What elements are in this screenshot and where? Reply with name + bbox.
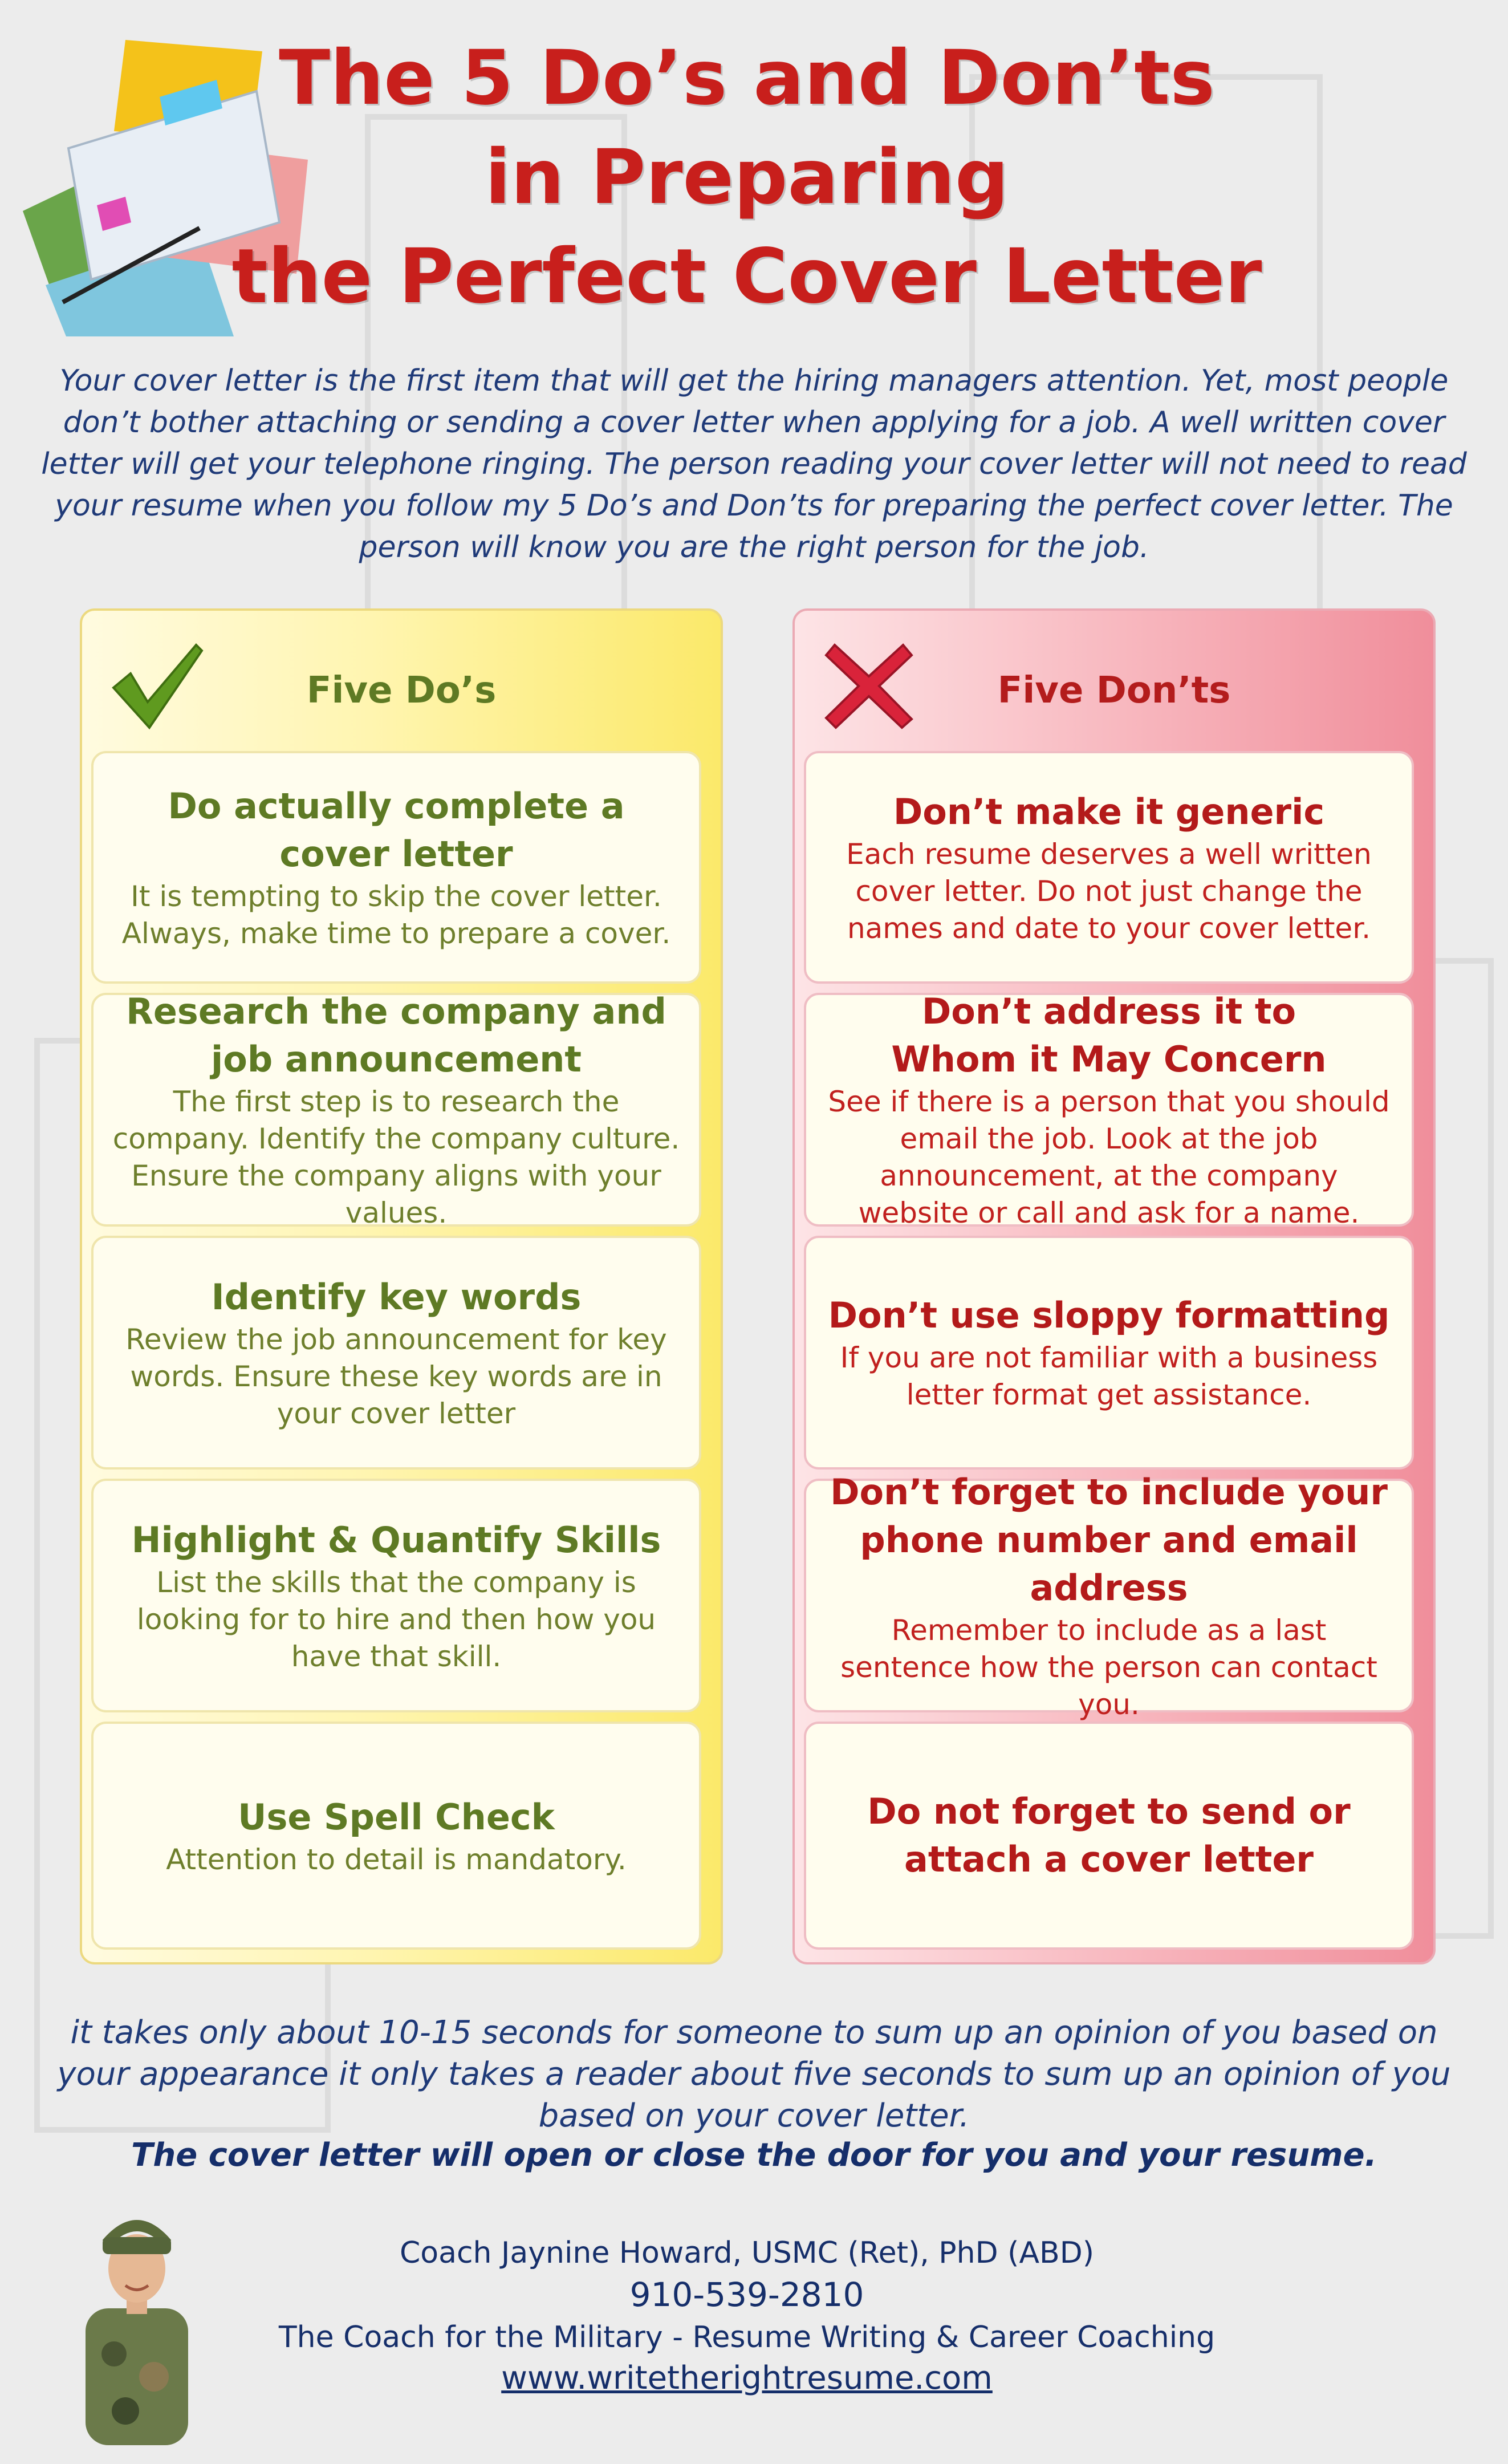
website-link[interactable]: www.writetherightresume.com bbox=[501, 2360, 993, 2397]
closing-paragraph: it takes only about 10-15 seconds for someone to sum up an opinion of you based on your appearance it only takes a reader about five seconds to sum up an opinion of you based on your cover letter. bbox=[57, 2014, 1451, 2134]
dont-card-title: Don’t forget to include your phone number and email address bbox=[830, 1471, 1388, 1609]
dos-heading: Five Do’s bbox=[306, 669, 497, 712]
do-card-title: Identify key words bbox=[211, 1276, 582, 1318]
dont-card-body: See if there is a person that you should email the job. Look at the job announcement, at the company website or call and ask for a name. bbox=[828, 1085, 1390, 1229]
dont-card-body: Remember to include as a last sentence how the person can contact you. bbox=[840, 1613, 1377, 1721]
title-line: in Preparing bbox=[485, 133, 1009, 221]
dont-card-title-emphasis: Whom it May Concern bbox=[891, 1038, 1327, 1080]
dont-card bbox=[804, 1471, 1414, 1721]
do-card-body: Attention to detail is mandatory. bbox=[166, 1842, 627, 1876]
coach-photo bbox=[80, 2206, 194, 2445]
page-title bbox=[217, 29, 1277, 326]
intro-paragraph: Your cover letter is the first item that will get the hiring managers attention. Yet, most people don’t bother attaching or sending a cover letter when applying for a job. A well written cover letter will get your telephone ringing. The person reading your cover letter will not need to read your resume when you follow my 5 Do’s and Don’ts for preparing the perfect cover letter. The person will know you are the right person for the job. bbox=[41, 364, 1467, 565]
do-card bbox=[91, 1236, 701, 1470]
contact-phone: 910-539-2810 bbox=[629, 2275, 864, 2314]
tagline: The cover letter will open or close the door for you and your resume. bbox=[131, 2137, 1377, 2174]
do-card-title: Do actually complete a cover letter bbox=[168, 785, 625, 875]
dont-card-body: Each resume deserves a well written cover letter. Do not just change the names and date to your cover letter. bbox=[846, 837, 1372, 945]
dont-card bbox=[804, 1722, 1414, 1950]
dont-card-title: Don’t make it generic bbox=[893, 790, 1325, 833]
do-card-body: The first step is to research the company. Identify the company culture. Ensure the company aligns with your values. bbox=[112, 1085, 680, 1229]
dont-card-title: Do not forget to send or attach a cover letter bbox=[867, 1791, 1351, 1880]
donts-heading: Five Don’ts bbox=[997, 669, 1231, 712]
title-line: The 5 Do’s and Don’ts bbox=[279, 34, 1215, 122]
do-card bbox=[91, 1722, 701, 1950]
do-card-body: Review the job announcement for key words. Ensure these key words are in your cover letter bbox=[125, 1322, 667, 1430]
dont-card bbox=[804, 751, 1414, 984]
dont-card bbox=[804, 993, 1414, 1227]
contact-organization: The Coach for the Military - Resume Writing & Career Coaching bbox=[278, 2320, 1216, 2355]
do-card bbox=[91, 751, 701, 984]
do-card-body: It is tempting to skip the cover letter. Always, make time to prepare a cover. bbox=[121, 880, 671, 950]
dont-card-title: Don’t use sloppy formatting bbox=[828, 1294, 1390, 1336]
dont-card-title: Don’t address it to bbox=[921, 991, 1296, 1032]
do-card bbox=[91, 1479, 701, 1712]
dos-column bbox=[80, 608, 723, 1964]
do-card bbox=[91, 993, 701, 1227]
contact-name: Coach Jaynine Howard, USMC (Ret), PhD (ABD) bbox=[399, 2236, 1095, 2270]
do-card-title: Research the company and job announcement bbox=[126, 991, 666, 1080]
do-card-body: List the skills that the company is looking for to hire and then how you have that skill. bbox=[136, 1565, 656, 1673]
donts-column bbox=[792, 608, 1436, 1964]
do-card-title: Highlight & Quantify Skills bbox=[131, 1519, 661, 1561]
do-card-title: Use Spell Check bbox=[238, 1796, 555, 1838]
dont-card-body: If you are not familiar with a business letter format get assistance. bbox=[840, 1341, 1378, 1411]
title-line: the Perfect Cover Letter bbox=[231, 233, 1262, 320]
dont-card bbox=[804, 1236, 1414, 1470]
